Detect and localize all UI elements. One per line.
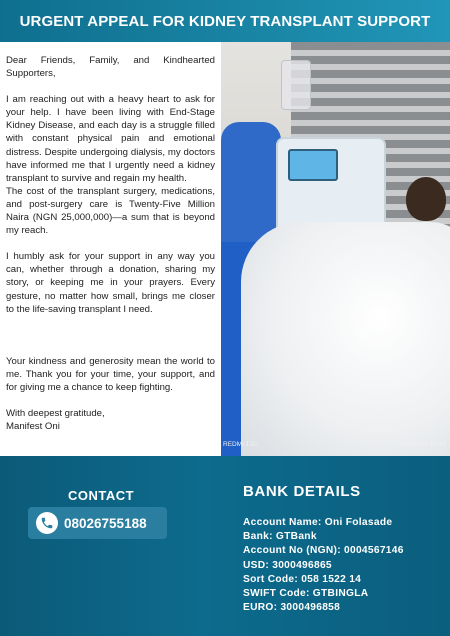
photo-camera-label: REDMI 13C — [223, 441, 258, 448]
photo-patient — [406, 177, 446, 221]
letter-paragraph-4: Your kindness and generosity mean the world to me. Thank you for your time, your support, and for giving me a chance to keep fighting. — [6, 355, 215, 393]
bank-details-list — [243, 516, 404, 615]
photo-blanket — [241, 222, 450, 456]
letter-signature: Manifest Oni — [6, 421, 60, 433]
contact-heading: CONTACT — [68, 488, 135, 503]
letter-paragraph-2: The cost of the transplant surgery, medications, and post-surgery care is Twenty-Five Million Naira (NGN 25,000,000)—a sum that is beyond my reach. — [6, 185, 215, 237]
phone-icon — [36, 512, 58, 534]
appeal-letter — [0, 42, 221, 456]
bank-name: Bank: GTBank — [243, 531, 317, 543]
letter-closing: With deepest gratitude, — [6, 407, 105, 419]
photo-timestamp: 12/11/2024 10:31 — [395, 441, 446, 448]
bank-sort-code: Sort Code: 058 1522 14 — [243, 573, 362, 585]
bank-details-heading: BANK DETAILS — [243, 483, 361, 500]
patient-photo — [221, 42, 450, 456]
bank-account-number: Account No (NGN): 0004567146 — [243, 545, 404, 557]
photo-watermark — [221, 441, 450, 448]
photo-machine-screen — [288, 149, 338, 181]
photo-iv-bag — [281, 60, 311, 110]
letter-paragraph-1: I am reaching out with a heavy heart to ask for your help. I have been living with End-Stage Kidney Disease, and each day is a struggle filled with constant physical pain and emotional distress. Despite undergoing dialysis, my doctors have informed me that I urgently need a kidney transplant to survive and regain my health. — [6, 94, 215, 184]
bank-swift-code: SWIFT Code: GTBINGLA — [243, 588, 369, 600]
letter-greeting: Dear Friends, Family, and Kindhearted Supporters, — [6, 55, 215, 80]
bank-euro-account: EURO: 3000496858 — [243, 602, 341, 614]
letter-paragraph-3: I humbly ask for your support in any way you can, whether through a donation, sharing my story, or keeping me in your prayers. Every gesture, no matter how small, brings me closer to the life-saving transplant I need. — [6, 251, 215, 315]
phone-number: 08026755188 — [64, 515, 147, 531]
phone-contact-button[interactable] — [28, 507, 167, 539]
page-title: URGENT APPEAL FOR KIDNEY TRANSPLANT SUPPORT — [19, 12, 431, 30]
header-banner — [0, 0, 450, 42]
bank-usd-account: USD: 3000496865 — [243, 559, 332, 571]
bank-account-name: Account Name: Oni Folasade — [243, 517, 393, 528]
